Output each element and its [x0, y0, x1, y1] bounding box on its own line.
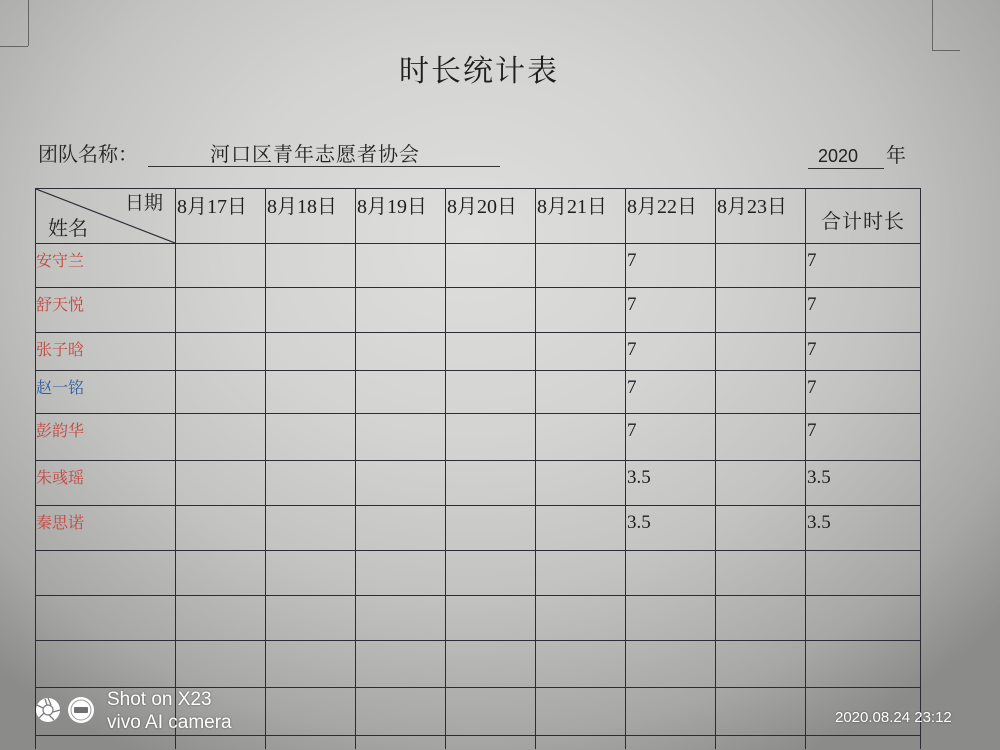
hours-cell — [176, 461, 266, 506]
margin-mark-top-right — [932, 0, 933, 50]
name-cell — [36, 288, 176, 333]
hours-cell — [716, 506, 806, 551]
empty-cell — [536, 596, 626, 641]
hours-value: 7 — [627, 250, 637, 271]
hours-cell — [446, 371, 536, 414]
hours-value: 7 — [627, 339, 637, 360]
empty-cell — [626, 596, 716, 641]
hours-cell — [716, 414, 806, 461]
empty-cell — [536, 641, 626, 688]
camera-badge-icon — [67, 696, 95, 724]
hours-table-container — [35, 188, 922, 750]
empty-cell — [356, 688, 446, 736]
hours-cell — [446, 333, 536, 371]
hours-cell — [626, 414, 716, 461]
hours-cell — [356, 371, 446, 414]
corner-header-cell — [36, 189, 176, 244]
empty-cell — [266, 551, 356, 596]
name-cell — [36, 414, 176, 461]
margin-mark-top-right — [932, 50, 960, 51]
hours-cell — [356, 461, 446, 506]
hours-cell — [266, 371, 356, 414]
volunteer-name: 安守兰 — [36, 251, 85, 270]
date-header-cell — [356, 189, 446, 244]
table-row — [36, 414, 921, 461]
empty-cell — [806, 641, 921, 688]
empty-cell — [626, 736, 716, 749]
total-cell — [806, 414, 921, 461]
table-row — [36, 333, 921, 371]
volunteer-name: 张子晗 — [36, 340, 85, 359]
name-cell — [36, 461, 176, 506]
date-header: 8月18日 — [267, 196, 337, 218]
hours-cell — [716, 371, 806, 414]
name-cell — [36, 244, 176, 288]
hours-cell — [266, 244, 356, 288]
hours-cell — [536, 244, 626, 288]
total-hours-value: 7 — [807, 294, 817, 315]
total-hours-value: 7 — [807, 339, 817, 360]
margin-mark-top-left — [28, 0, 29, 46]
hours-cell — [716, 333, 806, 371]
empty-cell — [266, 596, 356, 641]
hours-cell — [446, 288, 536, 333]
hours-cell — [176, 288, 266, 333]
photo-timestamp: 2020.08.24 23:12 — [835, 709, 952, 726]
hours-cell — [536, 371, 626, 414]
team-label: 团队名称： — [38, 142, 138, 166]
watermark-shot-on: Shot on X23 — [107, 689, 212, 710]
total-cell — [806, 371, 921, 414]
total-hours-value: 3.5 — [807, 512, 831, 533]
empty-cell — [356, 641, 446, 688]
hours-cell — [176, 333, 266, 371]
hours-cell — [536, 414, 626, 461]
table-row — [36, 371, 921, 414]
hours-cell — [626, 288, 716, 333]
hours-cell — [536, 506, 626, 551]
total-hours-value: 3.5 — [807, 467, 831, 488]
empty-cell — [36, 736, 176, 749]
empty-cell — [36, 551, 176, 596]
volunteer-name: 朱彧瑶 — [36, 468, 85, 487]
date-header-cell — [536, 189, 626, 244]
corner-date-label: 日期 — [125, 192, 164, 214]
hours-value: 3.5 — [627, 467, 651, 488]
empty-cell — [626, 641, 716, 688]
hours-cell — [176, 414, 266, 461]
empty-cell — [446, 688, 536, 736]
hours-cell — [356, 244, 446, 288]
hours-cell — [176, 506, 266, 551]
date-header: 8月19日 — [357, 196, 427, 218]
hours-cell — [446, 461, 536, 506]
table-row — [36, 244, 921, 288]
volunteer-name: 秦思诺 — [36, 513, 85, 532]
empty-cell — [536, 736, 626, 749]
table-row — [36, 288, 921, 333]
hours-cell — [266, 333, 356, 371]
name-cell — [36, 506, 176, 551]
total-cell — [806, 244, 921, 288]
hours-cell — [356, 288, 446, 333]
empty-cell — [176, 641, 266, 688]
name-cell — [36, 333, 176, 371]
empty-cell — [626, 688, 716, 736]
date-header-cell — [446, 189, 536, 244]
empty-cell — [176, 736, 266, 749]
team-name: 河口区青年志愿者协会 — [210, 142, 420, 166]
corner-header — [36, 189, 175, 243]
hours-cell — [356, 333, 446, 371]
hours-cell — [536, 333, 626, 371]
hours-cell — [626, 244, 716, 288]
empty-cell — [266, 736, 356, 749]
hours-cell — [716, 288, 806, 333]
hours-value: 3.5 — [627, 512, 651, 533]
empty-cell — [536, 551, 626, 596]
camera-aperture-icon — [35, 697, 61, 723]
hours-cell — [626, 506, 716, 551]
empty-cell — [446, 641, 536, 688]
hours-cell — [266, 414, 356, 461]
table-header-row — [36, 189, 921, 244]
date-header-cell — [176, 189, 266, 244]
volunteer-name: 舒天悦 — [36, 295, 85, 314]
hours-cell — [266, 288, 356, 333]
empty-cell — [806, 736, 921, 749]
hours-cell — [626, 333, 716, 371]
date-header-cell — [266, 189, 356, 244]
year-underline — [808, 168, 884, 169]
empty-cell — [806, 596, 921, 641]
table-row — [36, 506, 921, 551]
hours-cell — [446, 244, 536, 288]
empty-cell — [806, 551, 921, 596]
hours-cell — [356, 414, 446, 461]
volunteer-name: 赵一铭 — [36, 378, 85, 397]
hours-cell — [266, 506, 356, 551]
empty-cell — [266, 641, 356, 688]
hours-cell — [176, 244, 266, 288]
hours-cell — [536, 461, 626, 506]
hours-value: 7 — [627, 420, 637, 441]
total-header-cell — [806, 189, 921, 244]
empty-table-row — [36, 596, 921, 641]
empty-table-row — [36, 641, 921, 688]
total-hours-value: 7 — [807, 250, 817, 271]
empty-cell — [36, 596, 176, 641]
total-hours-value: 7 — [807, 420, 817, 441]
date-header: 8月21日 — [537, 196, 607, 218]
table-body — [36, 244, 921, 749]
total-cell — [806, 333, 921, 371]
hours-cell — [536, 288, 626, 333]
hours-cell — [266, 461, 356, 506]
empty-cell — [716, 641, 806, 688]
date-header-cell — [716, 189, 806, 244]
hours-cell — [446, 414, 536, 461]
total-cell — [806, 288, 921, 333]
empty-cell — [356, 736, 446, 749]
empty-cell — [266, 688, 356, 736]
empty-cell — [356, 551, 446, 596]
volunteer-name: 彭韵华 — [36, 421, 85, 440]
hours-table — [35, 188, 921, 749]
total-cell — [806, 461, 921, 506]
empty-table-row — [36, 736, 921, 749]
corner-name-label: 姓名 — [48, 216, 88, 240]
hours-cell — [446, 506, 536, 551]
document-title: 时长统计表 — [399, 54, 559, 89]
name-cell — [36, 371, 176, 414]
total-cell — [806, 506, 921, 551]
empty-cell — [356, 596, 446, 641]
margin-mark-top-left — [0, 46, 28, 47]
empty-cell — [446, 596, 536, 641]
table-row — [36, 461, 921, 506]
total-hours-header: 合计时长 — [821, 209, 905, 233]
date-header: 8月23日 — [717, 196, 787, 218]
empty-cell — [36, 641, 176, 688]
watermark-camera-name: vivo AI camera — [107, 712, 232, 733]
empty-cell — [176, 596, 266, 641]
year-suffix: 年 — [886, 143, 906, 167]
hours-cell — [626, 371, 716, 414]
empty-cell — [446, 736, 536, 749]
hours-value: 7 — [627, 377, 637, 398]
hours-cell — [716, 244, 806, 288]
empty-cell — [626, 551, 716, 596]
empty-cell — [716, 551, 806, 596]
year-value: 2020 — [818, 146, 859, 166]
total-hours-value: 7 — [807, 377, 817, 398]
empty-cell — [176, 551, 266, 596]
empty-cell — [536, 688, 626, 736]
hours-cell — [356, 506, 446, 551]
empty-cell — [716, 736, 806, 749]
date-header: 8月17日 — [177, 196, 247, 218]
empty-cell — [716, 596, 806, 641]
hours-value: 7 — [627, 294, 637, 315]
date-header-cell — [626, 189, 716, 244]
hours-cell — [716, 461, 806, 506]
date-header: 8月22日 — [627, 196, 697, 218]
empty-cell — [716, 688, 806, 736]
empty-cell — [446, 551, 536, 596]
hours-cell — [176, 371, 266, 414]
date-header: 8月20日 — [447, 196, 517, 218]
hours-cell — [626, 461, 716, 506]
empty-table-row — [36, 551, 921, 596]
